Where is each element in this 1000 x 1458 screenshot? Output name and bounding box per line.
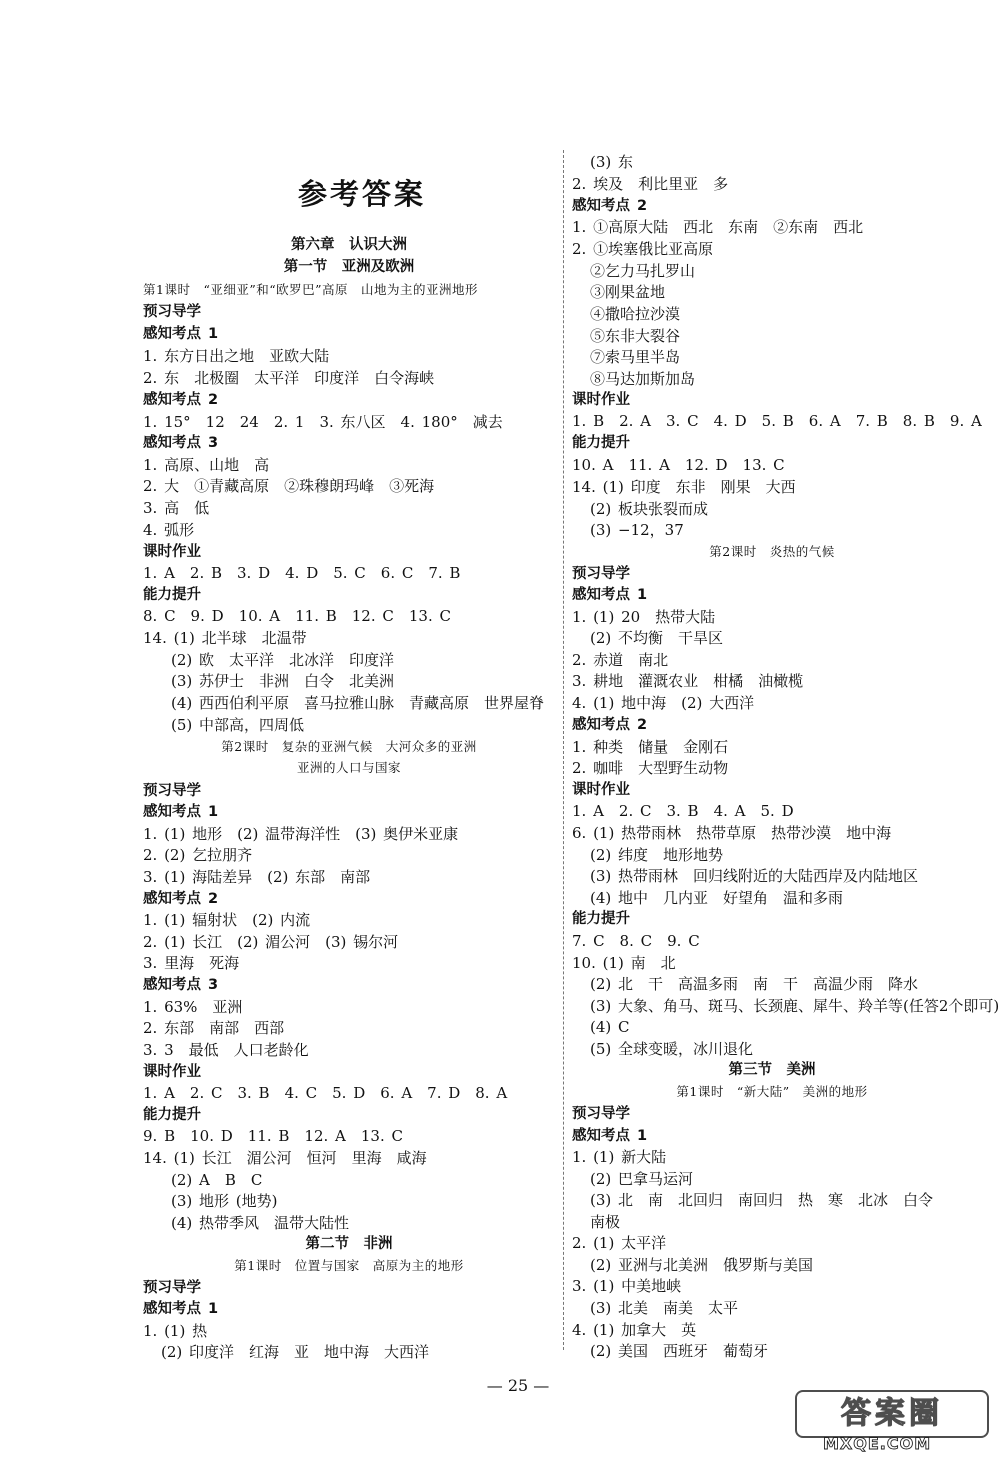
answer-line: 第2课时 复杂的亚洲气候 大河众多的亚洲 bbox=[221, 739, 477, 754]
answer-line: 3. 3 最低 人口老龄化 bbox=[143, 1041, 309, 1059]
answer-line: 4. 弧形 bbox=[143, 521, 195, 539]
answer-line: 2. ①埃塞俄比亚高原 bbox=[572, 240, 714, 258]
answer-line: 2. (1) 太平洋 bbox=[572, 1234, 667, 1252]
answer-line: ④撒哈拉沙漠 bbox=[590, 305, 681, 323]
answer-line: (3) 北美 南美 太平 bbox=[590, 1299, 739, 1317]
answer-line: 2. 埃及 利比里亚 多 bbox=[572, 175, 729, 193]
answer-line: 第2课时 炎热的气候 bbox=[709, 544, 835, 559]
answer-line: 3. 高 低 bbox=[143, 499, 210, 517]
answer-line: 2. 东 北极圈 太平洋 印度洋 白令海峡 bbox=[143, 369, 435, 387]
answer-line: (4) 地中 几内亚 好望角 温和多雨 bbox=[590, 889, 844, 907]
answer-line: 10. (1) 南 北 bbox=[572, 954, 676, 972]
answer-line: 2. 东部 南部 西部 bbox=[143, 1019, 285, 1037]
page-number: — 25 — bbox=[486, 1376, 550, 1395]
section-heading: 能力提升 bbox=[572, 911, 630, 927]
section-heading: 第一节 亚洲及欧洲 bbox=[283, 259, 415, 275]
section-heading: 课时作业 bbox=[143, 1064, 201, 1080]
answer-line: (3) 热带雨林 回归线附近的大陆西岸及内陆地区 bbox=[590, 867, 919, 885]
answer-line: 9. B 10. D 11. B 12. A 13. C bbox=[143, 1127, 403, 1145]
answer-line: 1. (1) 20 热带大陆 bbox=[572, 608, 716, 626]
answer-line: (2) 欧 太平洋 北冰洋 印度洋 bbox=[171, 651, 395, 669]
answer-line: (2) 不均衡 干旱区 bbox=[590, 629, 724, 647]
answer-line: (3) 大象、角马、斑马、长颈鹿、犀牛、羚羊等(任答2个即可) bbox=[590, 997, 1000, 1015]
section-heading: 感知考点 3 bbox=[143, 977, 219, 993]
answer-line: 14. (1) 长江 湄公河 恒河 里海 咸海 bbox=[143, 1149, 427, 1167]
answer-line: ②乞力马扎罗山 bbox=[590, 262, 696, 280]
answer-line: ⑤东非大裂谷 bbox=[590, 327, 681, 345]
answer-line: 1. A 2. C 3. B 4. C 5. D 6. A 7. D 8. A bbox=[143, 1084, 508, 1102]
section-heading: 感知考点 2 bbox=[572, 717, 648, 733]
section-heading: 课时作业 bbox=[572, 782, 630, 798]
section-heading: 感知考点 2 bbox=[143, 392, 219, 408]
section-heading: 预习导学 bbox=[143, 783, 201, 799]
answer-line: 10. A 11. A 12. D 13. C bbox=[572, 456, 785, 474]
answer-line: (5) 中部高，四周低 bbox=[171, 716, 305, 734]
watermark-url: MXQE.COM bbox=[823, 1434, 932, 1453]
section-heading: 感知考点 2 bbox=[143, 891, 219, 907]
answer-line: 1. 种类 储量 金刚石 bbox=[572, 738, 729, 756]
answer-line: 3. 耕地 灌溉农业 柑橘 油橄榄 bbox=[572, 672, 804, 690]
answer-line: 2. (1) 长江 (2) 湄公河 (3) 锡尔河 bbox=[143, 933, 399, 951]
section-heading: 感知考点 1 bbox=[143, 1301, 219, 1317]
section-heading: 能力提升 bbox=[572, 435, 630, 451]
answer-line: 4. (1) 地中海 (2) 大西洋 bbox=[572, 694, 755, 712]
section-heading: 感知考点 1 bbox=[572, 587, 648, 603]
answer-line: 第1课时 位置与国家 高原为主的地形 bbox=[234, 1258, 464, 1273]
answer-line: (2) 板块张裂而成 bbox=[590, 500, 709, 518]
answer-line: 1. 63% 亚洲 bbox=[143, 998, 243, 1016]
answer-line: 1. B 2. A 3. C 4. D 5. B 6. A 7. B 8. B 9. A bbox=[572, 412, 982, 430]
answer-line: (5) 全球变暖，冰川退化 bbox=[590, 1040, 754, 1058]
answer-line: ⑧马达加斯加岛 bbox=[590, 370, 696, 388]
answer-line: 7. C 8. C 9. C bbox=[572, 932, 700, 950]
answer-line: 1. ①高原大陆 西北 东南 ②东南 西北 bbox=[572, 218, 864, 236]
answer-line: (2) A B C bbox=[171, 1171, 263, 1189]
section-heading: 感知考点 2 bbox=[572, 198, 648, 214]
answer-line: 1. (1) 新大陆 bbox=[572, 1148, 667, 1166]
answer-line: (3) −12，37 bbox=[590, 521, 684, 539]
answer-line: 8. C 9. D 10. A 11. B 12. C 13. C bbox=[143, 607, 451, 625]
answer-line: 3. 里海 死海 bbox=[143, 954, 240, 972]
answer-line: 2. 咖啡 大型野生动物 bbox=[572, 759, 729, 777]
answer-line: 1. (1) 热 bbox=[143, 1322, 208, 1340]
section-heading: 能力提升 bbox=[143, 1107, 201, 1123]
section-heading: 感知考点 3 bbox=[143, 435, 219, 451]
watermark-logo bbox=[795, 1390, 985, 1452]
section-heading: 第二节 非洲 bbox=[305, 1236, 393, 1252]
answer-line: 1. A 2. C 3. B 4. A 5. D bbox=[572, 802, 794, 820]
answer-line: ⑦索马里半岛 bbox=[590, 348, 681, 366]
section-heading: 课时作业 bbox=[143, 544, 201, 560]
answer-line: 1. (1) 辐射状 (2) 内流 bbox=[143, 911, 311, 929]
page-title: 参考答案 bbox=[298, 177, 427, 211]
answer-line: 4. (1) 加拿大 英 bbox=[572, 1321, 697, 1339]
section-heading: 能力提升 bbox=[143, 587, 201, 603]
answer-line: (2) 巴拿马运河 bbox=[590, 1170, 694, 1188]
answer-line: 3. (1) 海陆差异 (2) 东部 南部 bbox=[143, 868, 371, 886]
answer-line: (4) C bbox=[590, 1018, 630, 1036]
section-heading: 预习导学 bbox=[572, 566, 630, 582]
answer-line: 14. (1) 印度 东非 刚果 大西 bbox=[572, 478, 796, 496]
answer-line: 第1课时 “亚细亚”和“欧罗巴”高原 山地为主的亚洲地形 bbox=[143, 282, 479, 297]
answer-line: (2) 亚洲与北美洲 俄罗斯与美国 bbox=[590, 1256, 814, 1274]
answer-line: 1. 高原、山地 高 bbox=[143, 456, 270, 474]
answer-line: 第1课时 “新大陆” 美洲的地形 bbox=[676, 1084, 868, 1099]
answer-line: 6. (1) 热带雨林 热带草原 热带沙漠 地中海 bbox=[572, 824, 892, 842]
section-heading: 第三节 美洲 bbox=[728, 1062, 816, 1078]
section-heading: 预习导学 bbox=[143, 304, 201, 320]
answer-line: 1. (1) 地形 (2) 温带海洋性 (3) 奥伊米亚康 bbox=[143, 825, 459, 843]
answer-line: (3) 苏伊士 非洲 白令 北美洲 bbox=[171, 672, 395, 690]
answer-line: (3) 北 南 北回归 南回归 热 寒 北冰 白令 bbox=[590, 1191, 934, 1209]
answer-line: (2) 北 干 高温多雨 南 干 高温少雨 降水 bbox=[590, 975, 919, 993]
answer-line: 3. (1) 中美地峡 bbox=[572, 1277, 682, 1295]
watermark-text: 答案圈 bbox=[795, 1390, 989, 1438]
answer-line: (2) 印度洋 红海 亚 地中海 大西洋 bbox=[161, 1343, 430, 1361]
answer-line: 2. 赤道 南北 bbox=[572, 651, 669, 669]
section-heading: 第六章 认识大洲 bbox=[291, 237, 407, 253]
answer-line: (2) 纬度 地形地势 bbox=[590, 846, 724, 864]
answer-line: 2. 大 ①青藏高原 ②珠穆朗玛峰 ③死海 bbox=[143, 477, 435, 495]
column-divider bbox=[563, 150, 564, 1350]
answer-line: (4) 西西伯利平原 喜马拉雅山脉 青藏高原 世界屋脊 bbox=[171, 694, 545, 712]
section-heading: 感知考点 1 bbox=[143, 804, 219, 820]
section-heading: 感知考点 1 bbox=[572, 1128, 648, 1144]
answer-line: 亚洲的人口与国家 bbox=[296, 760, 401, 775]
answer-line: 1. A 2. B 3. D 4. D 5. C 6. C 7. B bbox=[143, 564, 461, 582]
answer-line: 南极 bbox=[590, 1213, 621, 1231]
section-heading: 感知考点 1 bbox=[143, 326, 219, 342]
answer-line: (3) 地形 (地势) bbox=[171, 1192, 278, 1210]
answer-line: (3) 东 bbox=[590, 153, 634, 171]
answer-line: ③刚果盆地 bbox=[590, 283, 666, 301]
section-heading: 预习导学 bbox=[572, 1106, 630, 1122]
answer-line: 1. 15° 12 24 2. 1 3. 东八区 4. 180° 减去 bbox=[143, 413, 503, 431]
section-heading: 预习导学 bbox=[143, 1280, 201, 1296]
section-heading: 课时作业 bbox=[572, 392, 630, 408]
answer-line: 1. 东方日出之地 亚欧大陆 bbox=[143, 347, 330, 365]
answer-line: (2) 美国 西班牙 葡萄牙 bbox=[590, 1342, 769, 1360]
answer-line: (4) 热带季风 温带大陆性 bbox=[171, 1214, 350, 1232]
answer-line: 14. (1) 北半球 北温带 bbox=[143, 629, 307, 647]
answer-line: 2. (2) 乞拉朋齐 bbox=[143, 846, 253, 864]
